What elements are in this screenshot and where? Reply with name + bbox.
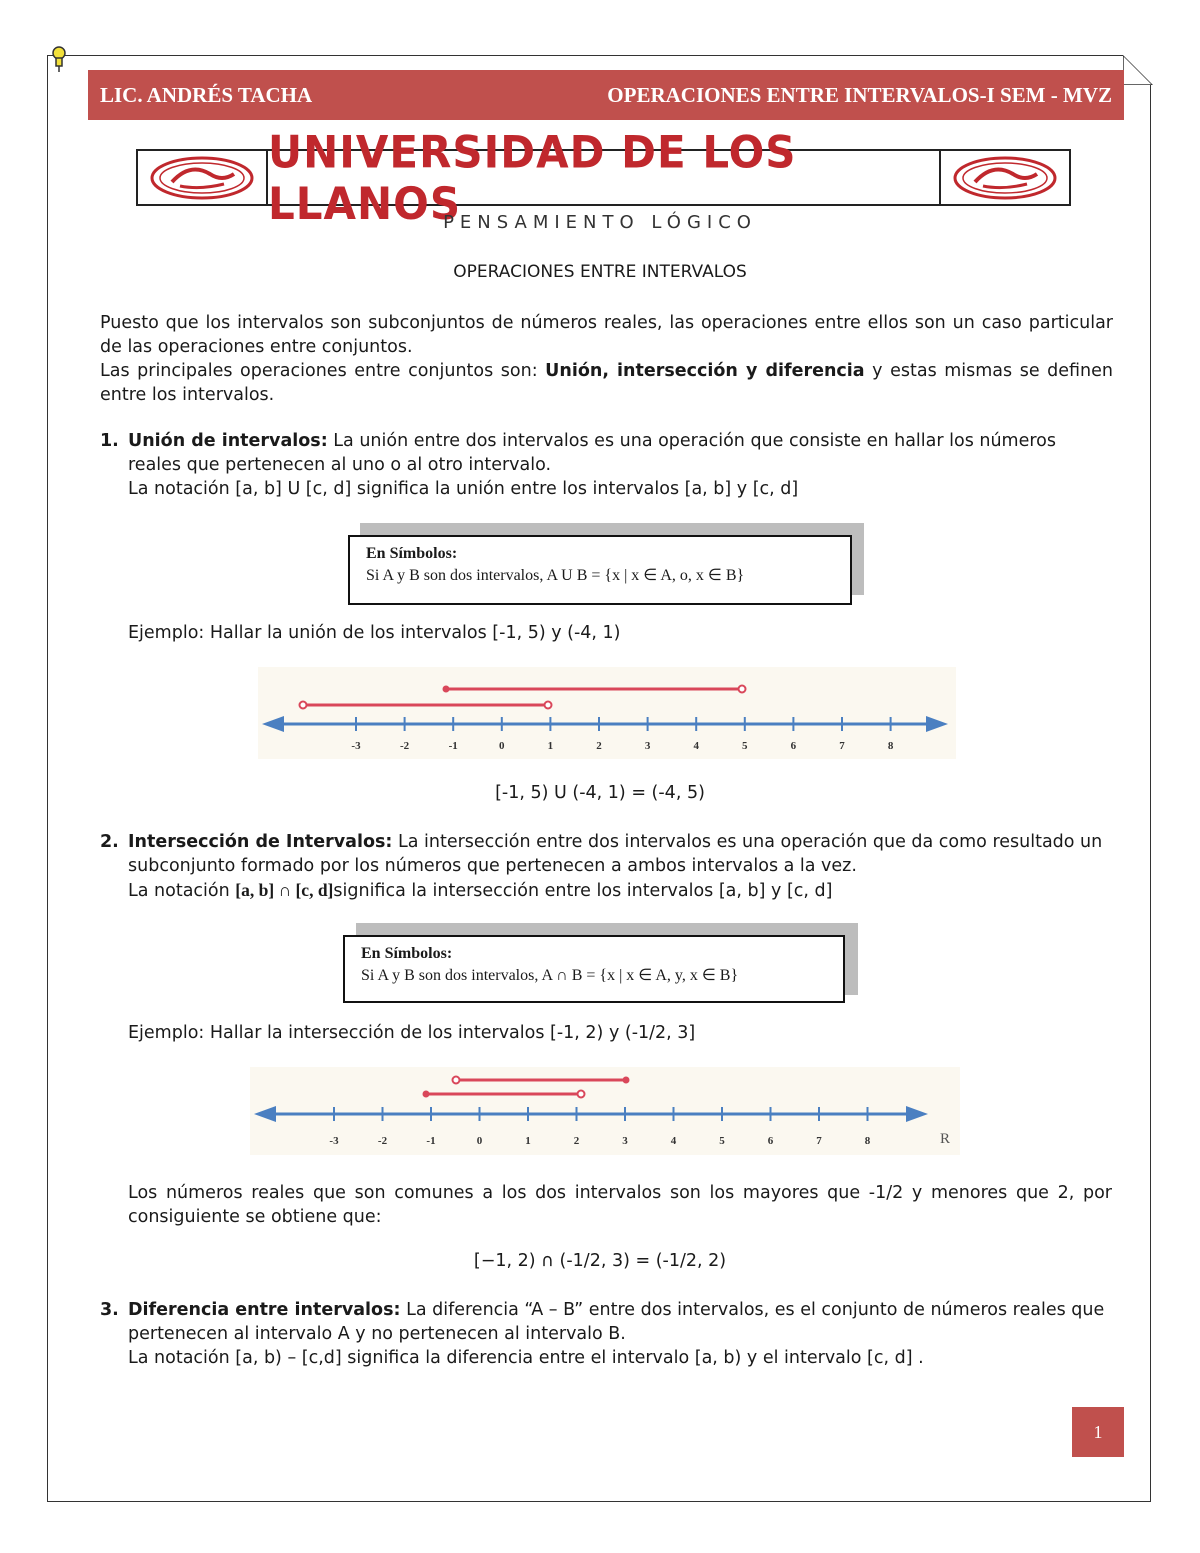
- header-author: LIC. ANDRÉS TACHA: [100, 82, 313, 107]
- tick-label: 0: [476, 1135, 483, 1147]
- intro-paragraph-1: Puesto que los intervalos son subconjuntos de números reales, las operaciones entre ellos son un caso particular de las operaciones entre conjuntos.: [100, 313, 1113, 357]
- university-seal-right: [939, 151, 1069, 204]
- interval-a-end-open: [739, 686, 746, 693]
- intersection-example: Ejemplo: Hallar la intersección de los intervalos [-1, 2) y (-1/2, 3]: [128, 1023, 696, 1043]
- intersection-explanation: Los números reales que son comunes a los dos intervalos son los mayores que -1/2 y menores que 2, por consiguiente se obtiene que:: [128, 1183, 1112, 1227]
- intro-paragraph-2: [100, 359, 1113, 407]
- university-seal-left: [138, 151, 268, 204]
- tick-label: 8: [887, 740, 894, 752]
- tick-label: -2: [400, 740, 410, 752]
- tick-label: 2: [573, 1135, 580, 1147]
- section-title: OPERACIONES ENTRE INTERVALOS: [453, 262, 747, 282]
- tick-label: -1: [448, 740, 458, 752]
- intersection-number: 2.: [100, 832, 119, 852]
- interval-b-start-open: [300, 702, 307, 709]
- intersection-notation-b: significa la intersección entre los intervalos [a, b] y [c, d]: [333, 881, 833, 901]
- interval-c-start-open: [453, 1077, 460, 1084]
- page-fold-icon: [1123, 55, 1153, 85]
- axis-label-r: R: [940, 1131, 951, 1147]
- tick-label: 3: [622, 1135, 628, 1147]
- union-box-title: En Símbolos:: [366, 545, 458, 562]
- intersection-number-line: [250, 1067, 960, 1155]
- intro-p2-bold: Unión, intersección y diferencia: [545, 361, 865, 381]
- intersection-symbol-box: [343, 935, 845, 1003]
- tick-label: 0: [499, 740, 505, 752]
- tick-label: 4: [693, 740, 699, 752]
- tick-label: -3: [351, 740, 361, 752]
- header-course: OPERACIONES ENTRE INTERVALOS-I SEM - MVZ: [607, 82, 1112, 107]
- difference-text: La diferencia “A – B” entre dos intervalos, es el conjunto de números reales que pertenecen al intervalo A y no pertenecen al intervalo B.: [128, 1300, 1105, 1344]
- interval-d-end-open: [578, 1091, 585, 1098]
- intro-p2-end: y estas mismas se definen entre los intervalos.: [100, 361, 1113, 405]
- tick-label: 8: [864, 1135, 871, 1147]
- tick-label: 1: [547, 740, 554, 752]
- tick-label: 2: [596, 740, 602, 752]
- intersection-text: La intersección entre dos intervalos es una operación que da como resultado un subconjunto formado por los números que pertenecen a ambos intervalos a la vez.: [128, 832, 1103, 876]
- interval-b-end-open: [545, 702, 552, 709]
- tick-label: 1: [525, 1135, 531, 1147]
- tick-label: 7: [839, 740, 845, 752]
- subtitle: PENSAMIENTO LÓGICO: [443, 212, 757, 233]
- difference-notation: La notación [a, b) – [c,d] significa la diferencia entre el intervalo [a, b) y el intervalo [c, d] .: [128, 1348, 924, 1368]
- tick-label: 5: [719, 1135, 725, 1147]
- union-notation: La notación [a, b] U [c, d] significa la unión entre los intervalos [a, b] y [c, d]: [128, 479, 799, 499]
- page-number: 1: [1072, 1407, 1124, 1457]
- interval-d-start-closed: [423, 1091, 430, 1098]
- union-title: Unión de intervalos:: [128, 431, 328, 451]
- intersection-box-title: En Símbolos:: [361, 945, 453, 962]
- tick-label: 4: [670, 1135, 677, 1147]
- difference-title: Diferencia entre intervalos:: [128, 1300, 401, 1320]
- intro-p2-start: Las principales operaciones entre conjuntos son:: [100, 361, 546, 381]
- interval-c-end-closed: [623, 1077, 630, 1084]
- union-text: La unión entre dos intervalos es una operación que consiste en hallar los números reales que pertenecen al uno o al otro intervalo.: [128, 431, 1057, 475]
- tick-label: 6: [767, 1135, 774, 1147]
- union-symbol-box: [348, 535, 852, 605]
- difference-number: 3.: [100, 1300, 119, 1320]
- intersection-notation-symbol: [a, b] ∩ [c, d]: [235, 880, 334, 900]
- interval-a-start-closed: [443, 686, 450, 693]
- tick-label: 3: [644, 740, 651, 752]
- banner-title: UNIVERSIDAD DE LOS LLANOS: [268, 126, 797, 229]
- pin-icon: [50, 46, 68, 72]
- union-box-text: Si A y B son dos intervalos, A U B = {x | x ∈ A, o, x ∈ B}: [366, 567, 745, 584]
- tick-label: 6: [790, 740, 797, 752]
- intersection-notation-a: La notación: [128, 881, 236, 901]
- intersection-title: Intersección de Intervalos:: [128, 832, 393, 852]
- tick-label: -2: [377, 1135, 388, 1147]
- union-example: Ejemplo: Hallar la unión de los intervalos [-1, 5) y (-4, 1): [128, 623, 621, 643]
- union-number-line: [258, 667, 956, 759]
- intersection-box-text: Si A y B son dos intervalos, A ∩ B = {x | x ∈ A, y, x ∈ B}: [361, 967, 739, 984]
- tick-label: -1: [426, 1135, 436, 1147]
- intersection-section: [100, 830, 1110, 903]
- tick-label: -3: [329, 1135, 339, 1147]
- header-bar: [88, 70, 1124, 120]
- difference-section: [100, 1298, 1110, 1370]
- tick-label: 7: [816, 1135, 822, 1147]
- tick-label: 5: [742, 740, 748, 752]
- union-number: 1.: [100, 431, 119, 451]
- intersection-result: [−1, 2) ∩ (-1/2, 3) = (-1/2, 2): [473, 1251, 727, 1271]
- union-ticks: [351, 717, 893, 752]
- union-result: [-1, 5) U (-4, 1) = (-4, 5): [495, 783, 705, 803]
- union-section: [100, 429, 1110, 501]
